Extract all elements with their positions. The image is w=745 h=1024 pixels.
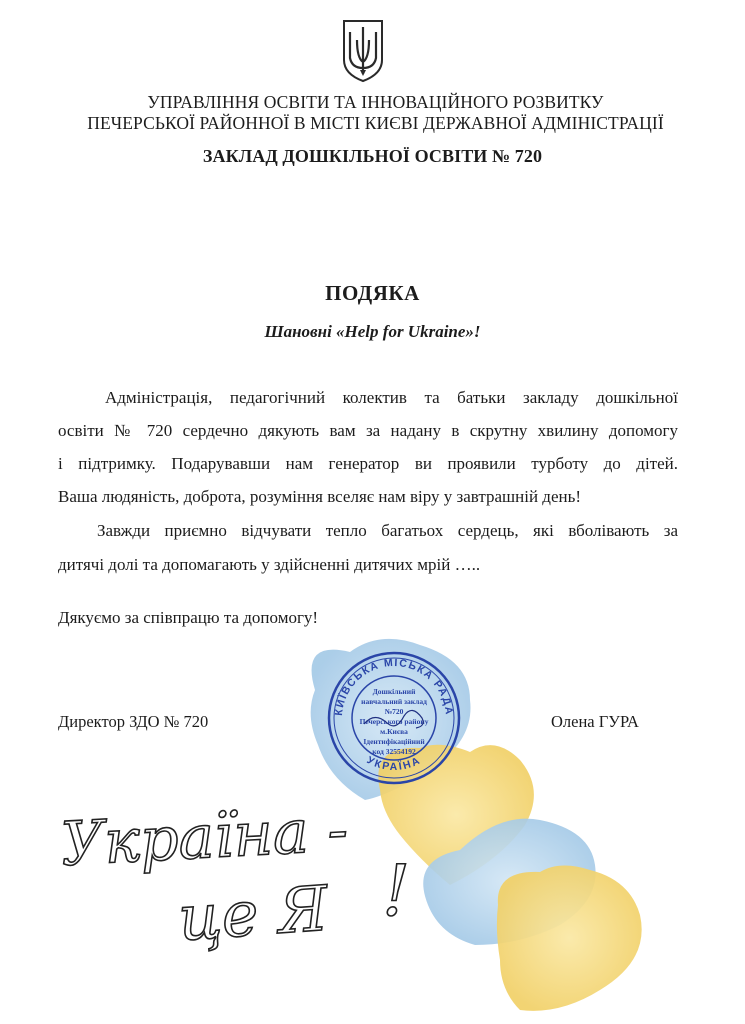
body-line: і підтримку. Подарувавши нам генератор ви проявили турботу до дітей.: [58, 454, 678, 473]
body-line: Ваша людяність, доброта, розуміння вселяє нам віру у завтрашній день!: [58, 487, 582, 506]
stamp-center-line: Ідентифікаційний: [363, 737, 425, 746]
handwritten-mark: !: [382, 850, 411, 932]
department-name: УПРАВЛІННЯ ОСВІТИ ТА ІННОВАЦІЙНОГО РОЗВИТКУ: [147, 92, 604, 112]
stamp-center-line: м.Києва: [380, 727, 408, 736]
body-line: дитячі долі та допомагають у здійсненні дитячих мрій …..: [58, 555, 481, 574]
closing-line: Дякуємо за співпрацю та допомогу!: [58, 608, 319, 627]
stamp-center-line: №720: [384, 707, 404, 716]
administration-name: ПЕЧЕРСЬКОЇ РАЙОННОЇ В МІСТІ КИЄВІ ДЕРЖАВНОЇ АДМІНІСТРАЦІЇ: [87, 113, 664, 133]
signer-position: Директор ЗДО № 720: [58, 712, 209, 731]
yellow-heart-shape: [497, 865, 642, 1010]
stamp-center-line: Печерського району: [359, 717, 429, 726]
document-title: ПОДЯКА: [325, 281, 420, 305]
stamp-center-line: Дошкільний: [372, 687, 416, 696]
handwritten-line: це Я: [175, 871, 331, 955]
stamp-ring-top: КИЇВСЬКА МІСЬКА РАДА: [332, 656, 456, 717]
institution-name: ЗАКЛАД ДОШКІЛЬНОЇ ОСВІТИ № 720: [202, 146, 543, 166]
handwritten-line: Україна -: [59, 795, 350, 880]
signer-name: Олена ГУРА: [551, 712, 639, 731]
greeting: Шановні «Help for Ukraine»!: [264, 322, 481, 341]
body-line: Адміністрація, педагогічний колектив та батьки закладу дошкільної: [105, 388, 678, 407]
stamp-ring-bottom: УКРАЇНА: [364, 754, 424, 774]
stamp-center-line: код 32554192: [372, 747, 416, 756]
stamp-center-line: навчальний заклад: [361, 697, 427, 706]
body-line: Завжди приємно відчувати тепло багатьох сердець, які вболівають за: [97, 521, 678, 540]
body-line: освіти № 720 сердечно дякують вам за надану в скрутну хвилину допомогу: [58, 421, 678, 440]
